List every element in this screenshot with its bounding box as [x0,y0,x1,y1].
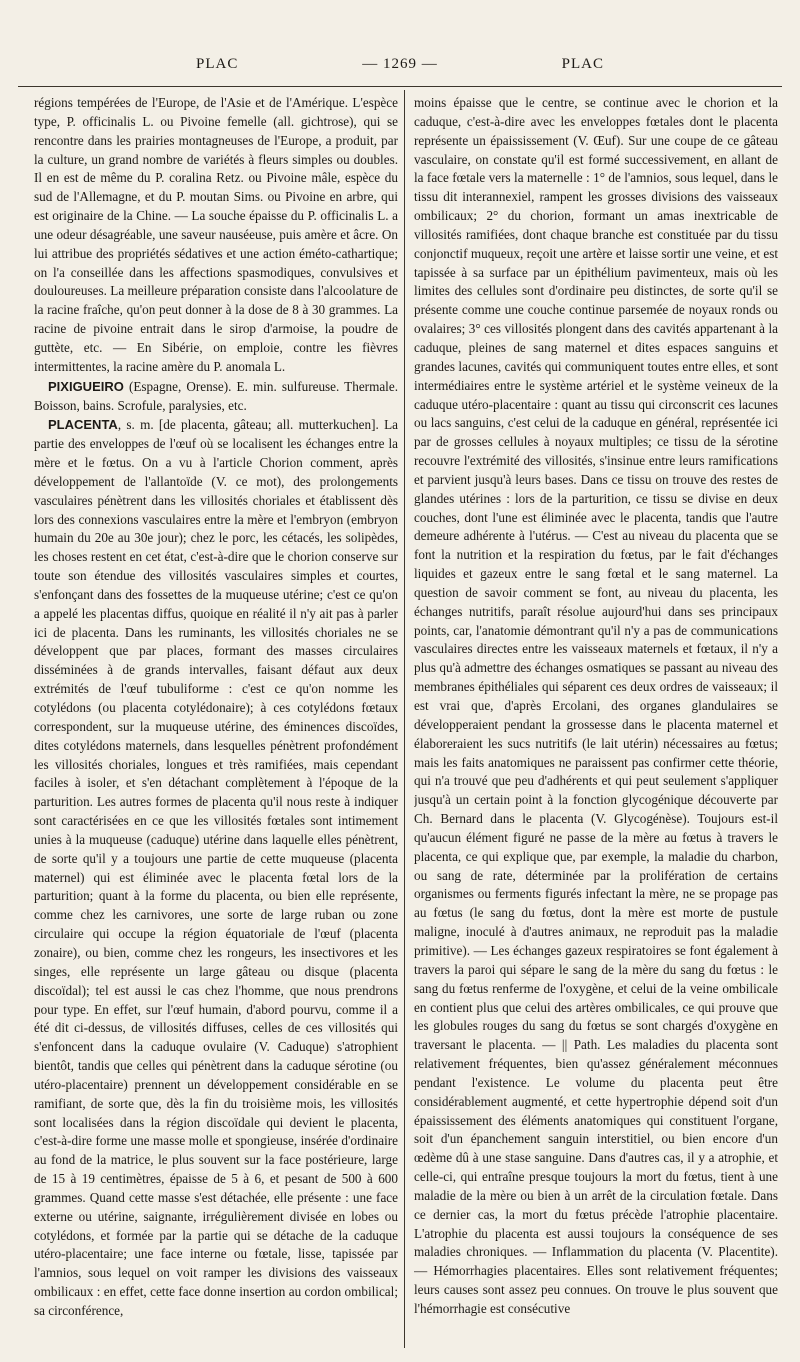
entry-headword: PLACENTA [48,417,118,433]
entry-placenta [34,416,398,1321]
page-number: — 1269 — [362,56,438,72]
right-column [414,94,778,1348]
header-rule [18,86,782,87]
entry-text: (Espagne, Orense). E. min. sulfureuse. Thermale. Boisson, bains. Scrofule, paralysies, etc. [34,378,398,413]
entry-text: , s. m. [de placenta, gâteau; all. mutterkuchen]. La partie des enveloppes de l'œuf où se localisent les échanges entre la mère et le fœtus. On a vu à l'article Chorion comment, après développement de l'allantoïde (V. ce mot), des prolongements vasculaires pénètrent dans les villosités choriales et établissent dès lors des connexions vasculaires entre la mère et l'embryon (embryon humain du 20e au 30e jour); chez le porc, les cétacés, les solipèdes, les choses restent en cet état, c'est-à-dire que le chorion conserve sur toute son étendue des villosités vasculaires simples et courtes, s'enfonçant dans des fossettes de la muqueuse utérine; c'est ce qu'on a appelé les placentas diffus, quoique en réalité il n'y ait pas à parler ici de placenta. Dans les ruminants, les villosités choriales ne se développent que par places, formant des masses circulaires disséminées à de grands intervalles, faisant défaut aux deux extrémités de l'œuf tubuliforme : c'est ce qu'on nomme les cotylédons (ou placenta cotylédonaire); à ces cotylédons fœtaux correspondent, sur la muqueuse utérine, des éminences discoïdes, dites cotylédons maternels, dans lesquelles pénètrent profondément les villosités choriales, longues et très ramifiées, mais cependant faciles à isoler, et s'en détachant complètement à l'époque de la parturition. Les autres formes de placenta qu'il nous reste à indiquer sont caractérisées en ce que les villosités fœtales sont intimement unies à la muqueuse (caduque) utérine dans laquelle elles pénètrent, de sorte qu'il y a toujours une partie de cette muqueuse (placenta maternel) qui est éliminée avec le placenta fœtal lors de la parturition; quant à la forme du placenta, ou bien elle représente, comme chez les carnivores, une sorte de large ruban ou zone circulaire qui occupe la région équatoriale de l'œuf (placenta zonaire), ou bien, comme chez les rongeurs, les insectivores et les singes, elle représente un large gâteau ou disque (placenta discoïdal); tel est aussi le cas chez l'homme, que nous prendrons pour type. En effet, sur l'œuf humain, d'abord pourvu, comme il a été dit ci-dessus, de villosités diffuses, celles de ces villosités qui s'enfoncent dans la caduque ovulaire (V. Caduque) s'atrophient bientôt, tandis que celles qui pénètrent dans la caduque sérotine (ou utéro-placentaire) prennent un développement considérable en se ramifiant, de sorte que, dès la fin du troisième mois, les villosités sont localisées dans la région discoïdale qui devient le placenta, c'est-à-dire forme une masse molle et spongieuse, insérée d'ordinaire au fond de la matrice, le plus souvent sur la face postérieure, large de 15 à 19 centimètres, épaisse de 5 à 6, et pesant de 500 à 600 grammes. Quand cette masse s'est détachée, elle présente : une face externe ou utérine, saignante, irrégulièrement divisée en lobes ou cotylédons, et formée par la partie qui se détache de la caduque utéro-placentaire; une face interne ou fœtale, lisse, tapissée par l'amnios, sous lequel on voit ramper les divisions des vaisseaux ombilicaux : en effet, cette face donne insertion au cordon ombilical; sa circonférence, [34,417,398,1318]
entry-headword: PIXIGUEIRO [48,378,124,394]
header-right-keyword: PLAC [561,56,604,72]
running-header [0,56,800,80]
column-divider [404,90,405,1348]
entry-pixigueiro [34,378,398,416]
paragraph-text: régions tempérées de l'Europe, de l'Asie et de l'Amérique. L'espèce type, P. officinalis L. ou Pivoine femelle (all. gichtrose), qui se rencontre dans les prairies montagneuses de l'Europe, a produit, par la culture, un grand nombre de variétés à fleurs simples ou doubles. Il en est de même du P. coralina Retz. ou Pivoine mâle, espèce du sud de l'Allemagne, et du P. moutan Sims. ou Pivoine en arbre, qui est originaire de la Chine. — La souche épaisse du P. officinalis L. a une odeur désagréable, une saveur nauséeuse, puis amère et âcre. On lui attribue des propriétés sédatives et une action éméto-cathartique; on l'a conseillée dans les affections spasmodiques, convulsives et douloureuses. La meilleure préparation consiste dans l'alcoolature de la racine fraîche, qu'on peut donner à la dose de 8 à 30 grammes. La racine de pivoine entrait dans le sirop d'armoise, la poudre de guttète, etc. — En Sibérie, on emploie, contre les fièvres intermittentes, la racine amère du P. anomala L. [34,95,398,374]
left-column [34,94,398,1348]
header-left-keyword: PLAC [196,56,239,72]
pivoine-continuation [34,94,398,377]
placenta-continuation [414,94,778,1319]
paragraph-text: moins épaisse que le centre, se continue avec le chorion et la caduque, c'est-à-dire avec les enveloppes fœtales dont le placenta représente un épaississement (V. Œuf). Sur une coupe de ce gâteau vasculaire, on constate qu'il est formé successivement, en allant de la face fœtale vers la maternelle : 1° de l'amnios, sous lequel, dans le tissu dit interannexiel, rampent les grosses divisions des vaisseaux ombilicaux; 2° du chorion, formant un amas inextricable de villosités ramifiées, dont chaque branche est constituée par du tissu conjonctif muqueux, reçoit une artère et laisse sortir une veine, et est tapissée à sa surface par un épithélium pavimenteux, mais où les limites des cellules sont d'ordinaire peu distinctes, de sorte qu'il se présente comme une couche continue parsemée de noyaux ronds ou ovalaires; 3° ces villosités plongent dans des cavités appartenant à la caduque, pleines de sang maternel et dites espaces sanguins et grandes lacunes, cavités qui communiquent toutes entre elles, et sont intermédiaires entre le système artériel et le système veineux de la caduque utéro-placentaire : quant au tissu qui circonscrit ces lacunes ou lacs sanguins, c'est celui de la caduque en général, représentée ici par de grosses cellules à noyaux multiples; ce tissu de la sérotine recouvre l'extrémité des villosités, s'insinue entre leurs ramifications et parvient jusqu'à leurs bases. Dans ce tissu on trouve des restes de glandes utérines : lors de la parturition, ce tissu se divise en deux couches, dont l'une est éliminée avec le placenta, tandis que l'autre demeure adhérente à l'utérus. — C'est au niveau du placenta que se font la nutrition et la respiration du fœtus, par le fait d'échanges liquides et gazeux entre le sang fœtal et le sang maternel. La question de savoir comment se font, au niveau du placenta, les échanges nutritifs, paraît résolue aujourd'hui dans ses principaux points, car, l'anatomie démontrant qu'il n'y a pas de communications vasculaires directes entre les vaisseaux maternels et fœtaux, il n'y a plus qu'à admettre des échanges osmatiques se passant au niveau des membranes épithéliales qui séparent ces deux ordres de vaisseaux; il est vrai que, d'après Ercolani, des organes glandulaires se développeraient pendant la grossesse dans le placenta maternel et élaboreraient les sucs nutritifs (le lait utérin) nécessaires au fœtus; mais les faits anatomiques ne paraissent pas confirmer cette théorie, qui n'a trouvé que peu d'adhérents et qui peut seulement s'appliquer jusqu'à un certain point à la fonction glycogénique découverte par Ch. Bernard dans le placenta (V. Glycogénèse). Toujours est-il qu'aucun élément figuré ne passe de la mère au fœtus à travers le placenta, ce qui explique que, par exemple, la maladie du charbon, ou sang de rate, déterminée par la prolifération de certains organismes ou ferments figurés infectant la mère, ne se propage pas au fœtus (le sang du fœtus, dont la mère est morte de pustule maligne, inoculé à d'autres animaux, ne reproduit pas la maladie primitive). — Les échanges gazeux respiratoires se font également à travers la paroi qui sépare le sang de la mère du sang du fœtus : le sang du fœtus renferme de l'oxygène, et celui de la veine ombilicale en contient plus que celui des artères ombilicales, ce qui prouve que les globules rouges du sang du fœtus se sont chargés d'oxygène en traversant le placenta. — || Path. Les maladies du placenta sont relativement fréquentes, bien qu'assez généralement méconnues pendant l'existence. Le volume du placenta peut être considérablement augmenté, et cette hypertrophie dépend soit d'un épaississement des éléments anatomiques qui constituent l'organe, soit d'un épanchement sanguin interstitiel, ou bien encore d'un œdème dû à une stase sanguine. Dans d'autres cas, il y a atrophie, et celle-ci, qui entraîne presque toujours la mort du fœtus, tient à une maladie de la mère ou bien à un arrêt de la circulation fœtale. Dans ce dernier cas, la mort du fœtus précède l'atrophie placentaire. L'atrophie du placenta est aussi toujours la conséquence de ses maladies chroniques. — Inflammation du placenta (V. Placentite). — Hémorrhagies placentaires. Elles sont relativement fréquentes; leurs causes sont assez peu connues. On trouve le plus souvent que l'hémorrhagie est consécutive [414,95,778,1316]
